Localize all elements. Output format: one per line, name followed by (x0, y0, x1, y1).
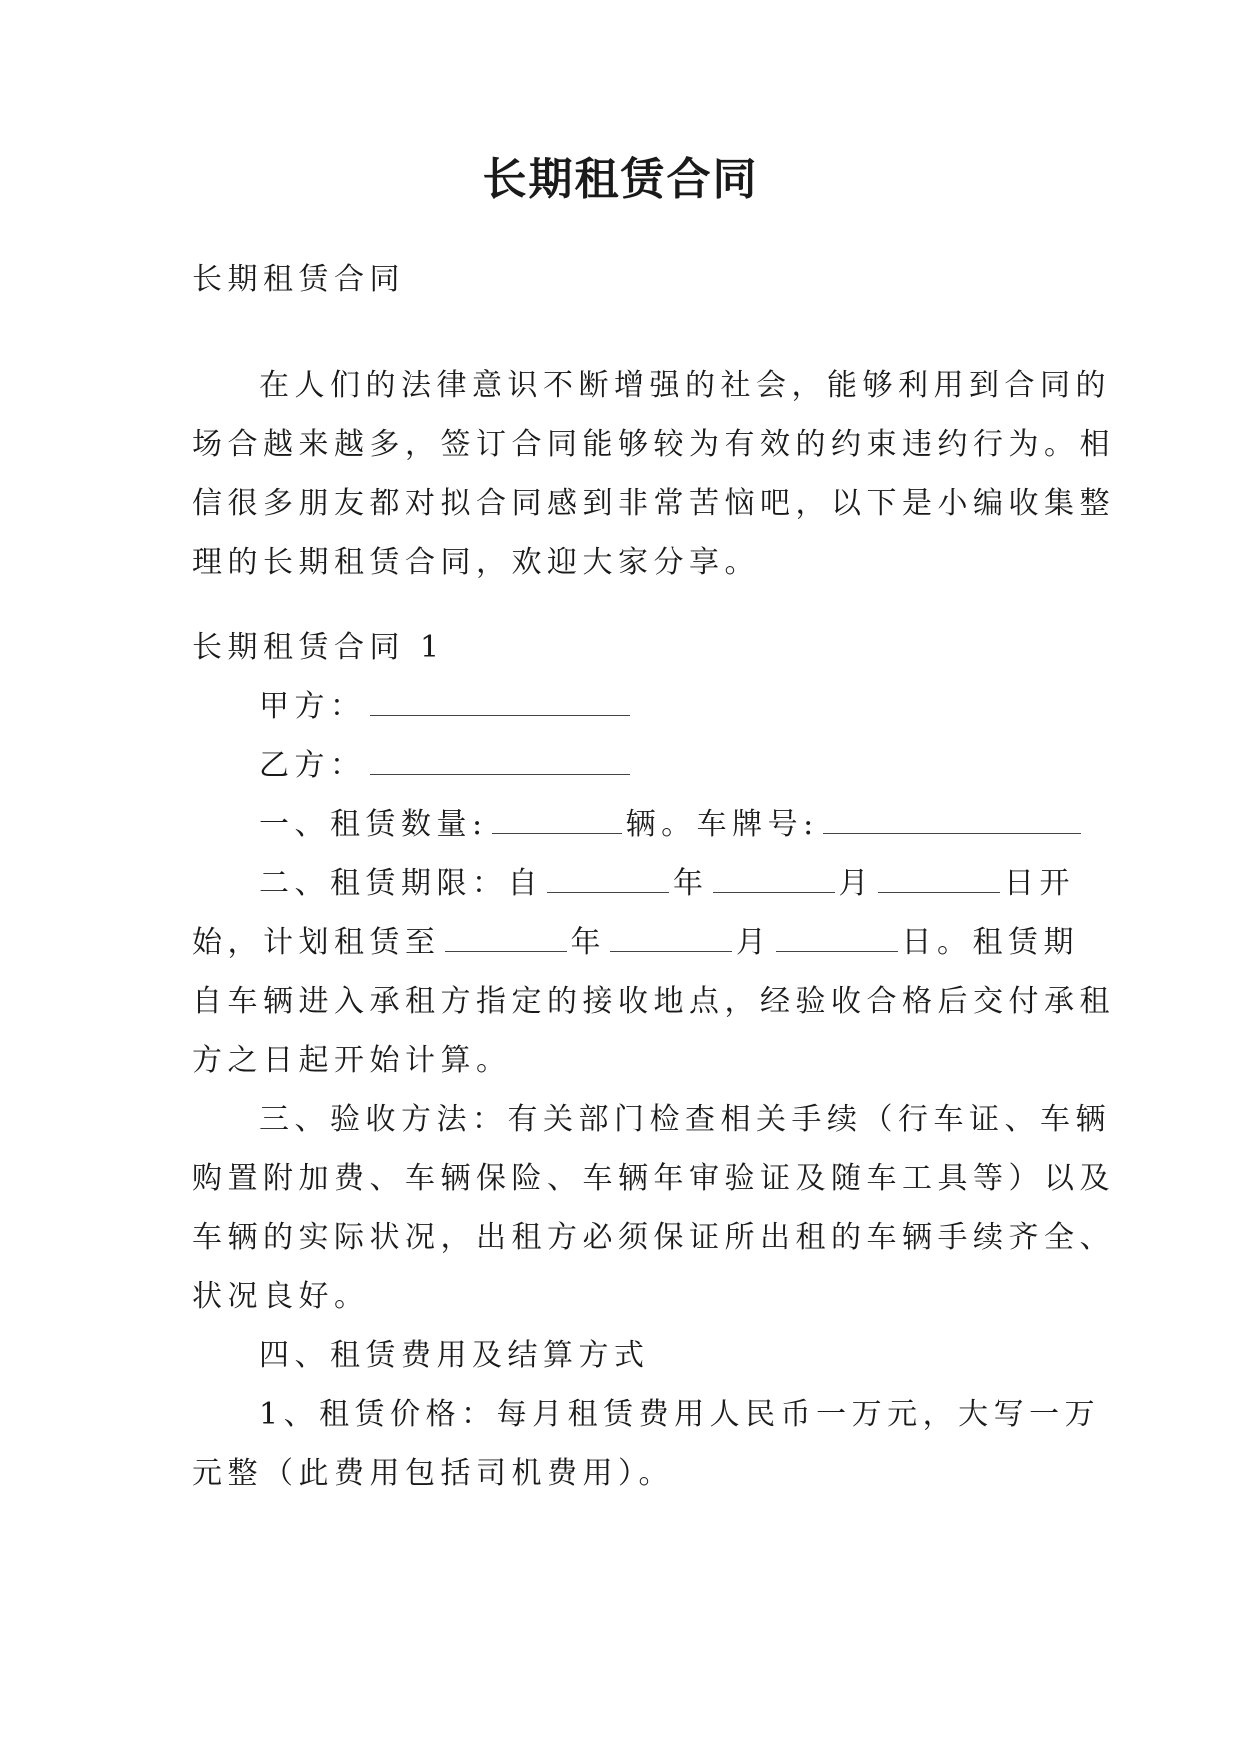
end-day-blank (776, 927, 898, 952)
clause-2-line-4: 方之日起开始计算。 (192, 1043, 512, 1078)
quantity-blank (492, 809, 622, 834)
party-a-line (192, 677, 1072, 736)
party-b-line (192, 736, 1072, 795)
intro-line: 场合越来越多，签订合同能够较为有效的约束违约行为。相 (192, 427, 1115, 462)
clause-4-1-line: 1、租赁价格：每月租赁费用人民币一万元，大写一万 (259, 1397, 1101, 1432)
year-label: 年 (673, 866, 709, 901)
year-label: 年 (570, 925, 606, 960)
clause-4-heading: 四、租赁费用及结算方式 (259, 1338, 650, 1373)
clause-3-line: 购置附加费、车辆保险、车辆年审验证及随车工具等）以及 (192, 1161, 1115, 1196)
clause-1-line (192, 795, 1072, 854)
end-year-blank (445, 927, 567, 952)
start-day-blank (878, 868, 1000, 893)
party-b-label: 乙方： (259, 748, 366, 783)
month-label: 月 (736, 925, 772, 960)
clause-4-1-line: 元整（此费用包括司机费用）。 (192, 1456, 674, 1491)
party-b-blank (370, 750, 630, 775)
month-label: 月 (838, 866, 874, 901)
clause-2-line-3: 自车辆进入承租方指定的接收地点，经验收合格后交付承租 (192, 984, 1115, 1019)
clause-1-middle: 辆。车牌号: (625, 807, 819, 842)
party-a-label: 甲方： (259, 689, 366, 724)
start-month-blank (713, 868, 835, 893)
end-month-blank (610, 927, 732, 952)
clause-2-line2-prefix: 始，计划租赁至 (192, 925, 441, 960)
clause-2-prefix: 二、租赁期限：自 (259, 866, 543, 901)
party-a-blank (370, 691, 630, 716)
subtitle-line: 长期租赁合同 (192, 262, 405, 297)
clause-3-line: 三、验收方法：有关部门检查相关手续（行车证、车辆 (259, 1102, 1111, 1137)
clause-2-line-2 (192, 913, 1079, 972)
clause-2-line-1 (192, 854, 1075, 913)
day-start-label: 日开 (1004, 866, 1075, 901)
clause-3-line: 车辆的实际状况，出租方必须保证所出租的车辆手续齐全、 (192, 1220, 1115, 1255)
intro-paragraph (192, 356, 1115, 592)
plate-number-blank (823, 809, 1081, 834)
intro-line: 信很多朋友都对拟合同感到非常苦恼吧，以下是小编收集整 (192, 486, 1115, 521)
day-end-label: 日。租赁期 (901, 925, 1079, 960)
clause-3-line: 状况良好。 (192, 1279, 370, 1314)
start-year-blank (547, 868, 669, 893)
clause-1-prefix: 一、租赁数量: (259, 807, 488, 842)
contract-body (192, 618, 1115, 1503)
intro-line: 在人们的法律意识不断增强的社会，能够利用到合同的 (259, 368, 1111, 403)
intro-line: 理的长期租赁合同，欢迎大家分享。 (192, 545, 760, 580)
document-subtitle (192, 250, 1072, 309)
section-heading: 长期租赁合同 1 (192, 630, 445, 665)
document-title: 长期租赁合同 (482, 154, 759, 205)
